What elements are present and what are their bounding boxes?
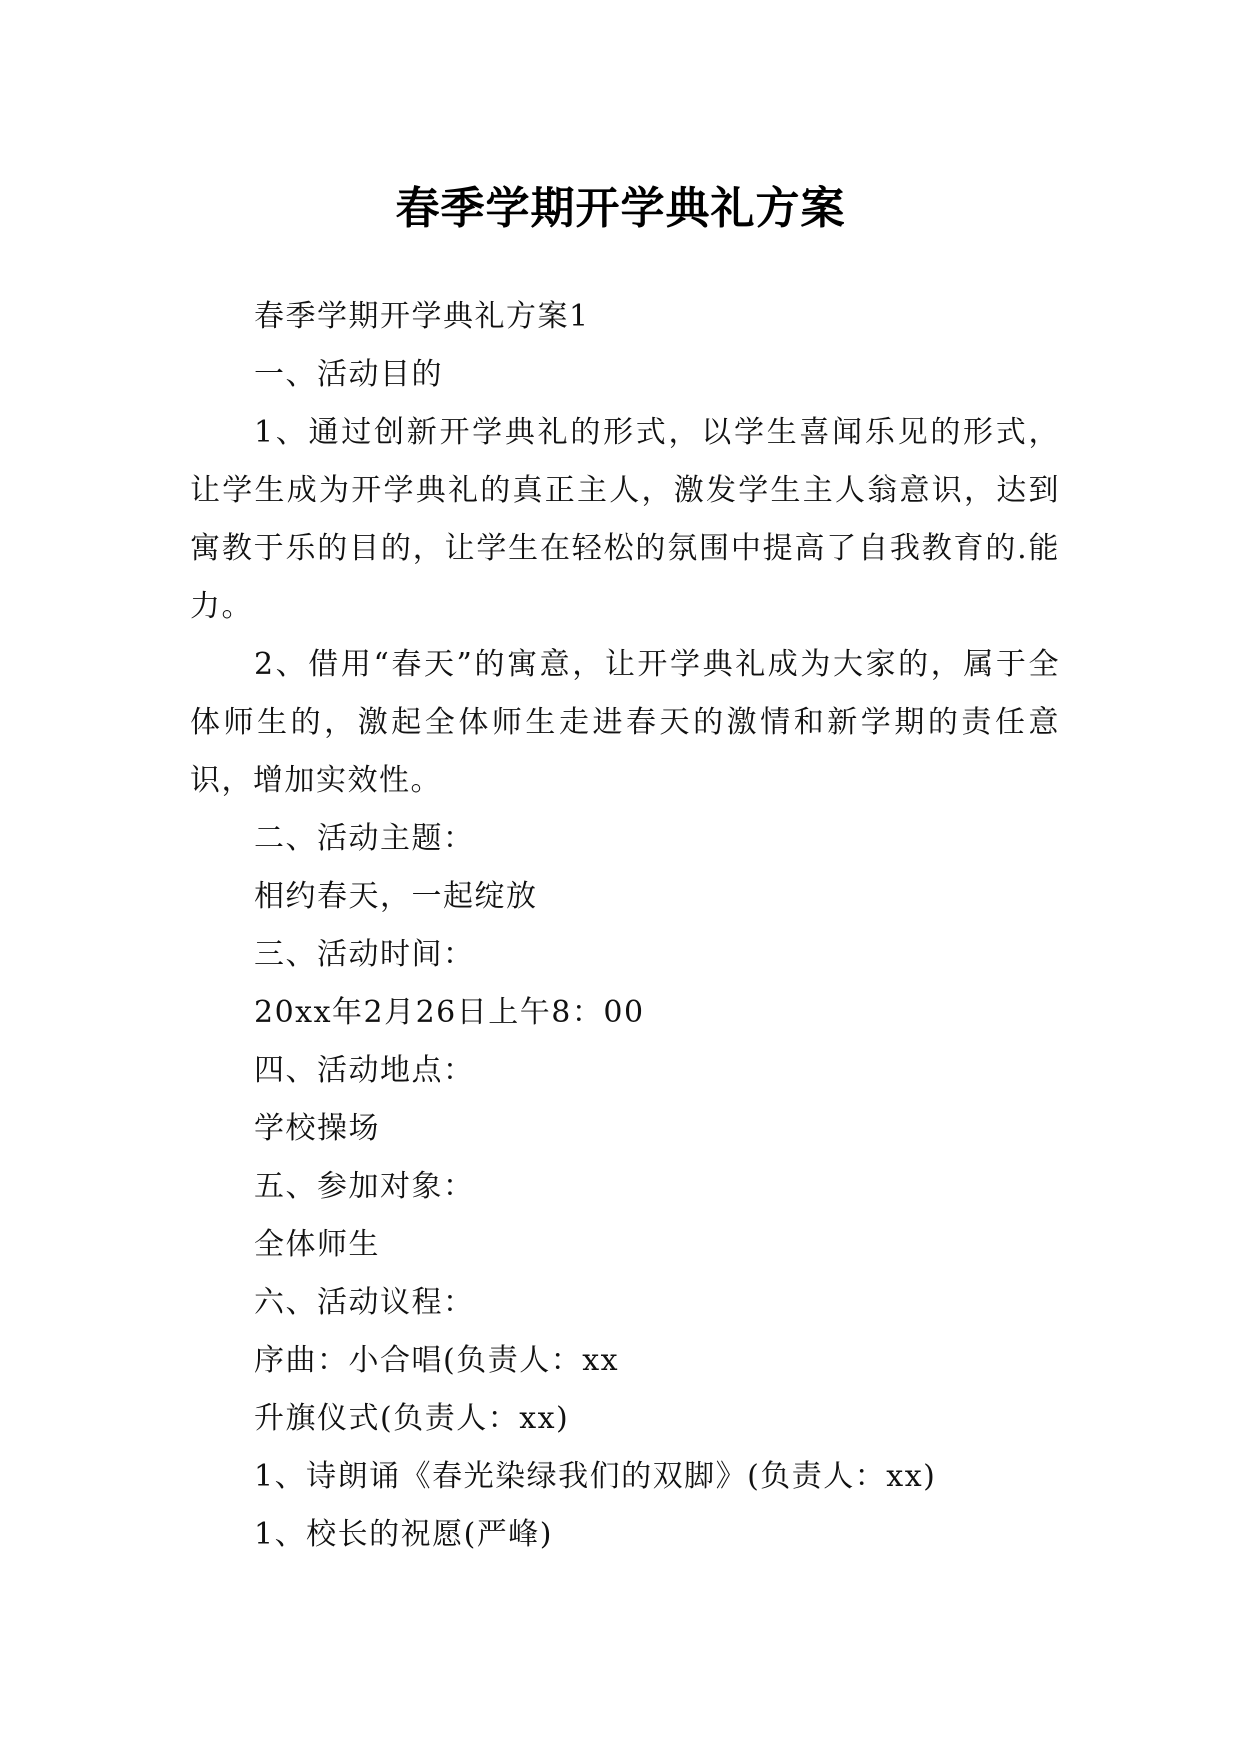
paragraph-agenda-flag: 升旗仪式(负责人：xx) bbox=[254, 1401, 570, 1436]
paragraph-heading-theme: 二、活动主题： bbox=[254, 821, 475, 856]
paragraph-agenda-prelude: 序曲：小合唱(负责人：xx bbox=[254, 1343, 620, 1378]
paragraph-purpose-2: 2、借用“春天”的寓意，让开学典礼成为大家的，属于全体师生的，激起全体师生走进春天的激情和新学期的责任意识，增加实效性。 bbox=[190, 647, 1060, 798]
paragraph-heading-agenda: 六、活动议程： bbox=[254, 1285, 475, 1320]
document-title: 春季学期开学典礼方案 bbox=[395, 183, 846, 235]
document-body bbox=[190, 288, 1060, 1564]
paragraph-section-heading: 春季学期开学典礼方案1 bbox=[254, 299, 590, 334]
paragraph-heading-participants: 五、参加对象： bbox=[254, 1169, 475, 1204]
paragraph-heading-purpose: 一、活动目的 bbox=[254, 357, 443, 392]
paragraph-location: 学校操场 bbox=[254, 1111, 380, 1146]
paragraph-heading-location: 四、活动地点： bbox=[254, 1053, 475, 1088]
paragraph-theme: 相约春天，一起绽放 bbox=[254, 879, 538, 914]
paragraph-agenda-principal: 1、校长的祝愿(严峰) bbox=[254, 1517, 553, 1552]
paragraph-time: 20xx年2月26日上午8：00 bbox=[254, 995, 645, 1030]
paragraph-agenda-poem: 1、诗朗诵《春光染绿我们的双脚》(负责人：xx) bbox=[254, 1459, 937, 1494]
paragraph-participants: 全体师生 bbox=[254, 1227, 380, 1262]
paragraph-purpose-1: 1、通过创新开学典礼的形式，以学生喜闻乐见的形式，让学生成为开学典礼的真正主人，激发学生主人翁意识，达到寓教于乐的目的，让学生在轻松的氛围中提高了自我教育的.能力。 bbox=[190, 415, 1060, 624]
paragraph-heading-time: 三、活动时间： bbox=[254, 937, 475, 972]
